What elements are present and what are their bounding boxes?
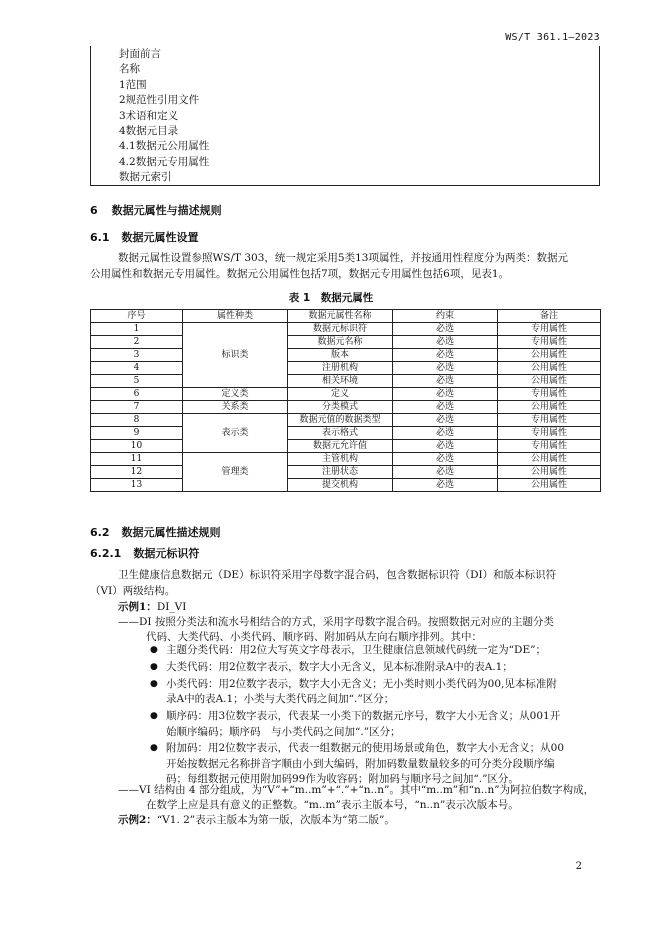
contents-item: 封面前言 xyxy=(119,48,161,60)
bullet-text-line: 小类代码：用2位数字表示，数字大小无含义；无小类时则小类代码为00,见本标准附 xyxy=(166,677,557,690)
contents-item: 4数据元目录 xyxy=(119,125,179,137)
contents-item: 3术语和定义 xyxy=(119,109,179,122)
table-row xyxy=(91,479,601,492)
table-row xyxy=(91,388,601,401)
table-row xyxy=(91,362,601,375)
bullet-icon: ● xyxy=(150,743,158,754)
bullet-text-line: 主题分类代码：用2位大写英文字母表示，卫生健康信息领域代码统一定为“DE”； xyxy=(166,644,546,656)
example-value: “V1. 2”表示主版本为第一版，次版本为“第二版”。 xyxy=(156,814,395,826)
section-title: 数据元属性描述规则 xyxy=(121,526,221,539)
document-code-header: WS/T 361.1—2023 xyxy=(505,32,600,43)
column-header: 序号 xyxy=(91,310,183,323)
remark-cell: 专用属性 xyxy=(498,336,601,349)
remark-cell: 专用属性 xyxy=(498,414,601,427)
constraint-cell: 必选 xyxy=(393,479,498,492)
constraint-cell: 必选 xyxy=(393,388,498,401)
vi-description-line: ——VI 结构由 4 部分组成，为“V”+“m..m”+“.”+“n..n”。其中“m..m”和“n..n”为阿拉伯数字构成， xyxy=(118,784,595,796)
row-number-cell: 6 xyxy=(91,388,183,401)
remark-cell: 公用属性 xyxy=(498,466,601,479)
column-header: 备注 xyxy=(498,310,601,323)
row-number-cell: 5 xyxy=(91,375,183,388)
row-number-cell: 7 xyxy=(91,401,183,414)
paragraph-line: 公用属性和数据元专用属性。数据元公用属性包括7项，数据元专用属性包括6项，见表1。 xyxy=(90,268,510,280)
bullet-icon: ● xyxy=(150,661,158,672)
constraint-cell: 必选 xyxy=(393,466,498,479)
table-row xyxy=(91,336,601,349)
remark-cell: 专用属性 xyxy=(498,440,601,453)
section-number: 6 xyxy=(90,204,98,217)
remark-cell: 公用属性 xyxy=(498,375,601,388)
constraint-cell: 必选 xyxy=(393,401,498,414)
bullet-text-line: 大类代码：用2位数字表示，数字大小无含义，见本标准附录A中的表A.1； xyxy=(166,660,513,673)
row-number-cell: 3 xyxy=(91,349,183,362)
bullet-icon: ● xyxy=(150,678,158,689)
example-2 xyxy=(118,812,395,829)
constraint-cell: 必选 xyxy=(393,375,498,388)
table-row xyxy=(91,323,601,336)
constraint-cell: 必选 xyxy=(393,453,498,466)
paragraph-line: 数据元属性设置参照WS/T 303，统一规定采用5类13项属性，并按通用性程度分为两类：数据元 xyxy=(118,252,568,264)
attribute-name-cell: 注册机构 xyxy=(288,362,393,375)
attribute-name-cell: 表示格式 xyxy=(288,427,393,440)
table-row xyxy=(91,440,601,453)
column-header: 约束 xyxy=(393,310,498,323)
bullet-text-line: 始顺序编码；顺序码 与小类代码之间加“.”区分； xyxy=(166,725,401,738)
row-number-cell: 12 xyxy=(91,466,183,479)
constraint-cell: 必选 xyxy=(393,440,498,453)
constraint-cell: 必选 xyxy=(393,323,498,336)
bullet-text-line: 开始按数据元名称拼音字顺由小到大编码，附加码数量数量较多的可分类分段顺序编 xyxy=(166,757,555,770)
attribute-name-cell: 数据元允许值 xyxy=(288,440,393,453)
contents-item: 4.2数据元专用属性 xyxy=(119,155,210,168)
bullet-text-line: 码；每组数据元使用附加码99作为收容码；附加码与顺序号之间加“.”区分。 xyxy=(166,773,519,786)
section-title: 数据元属性与描述规则 xyxy=(111,204,222,217)
row-number-cell: 1 xyxy=(91,323,183,336)
table-row xyxy=(91,453,601,466)
attribute-name-cell: 提交机构 xyxy=(288,479,393,492)
category-cell: 定义类 xyxy=(183,388,288,401)
section-title: 数据元标识符 xyxy=(133,547,200,560)
remark-cell: 专用属性 xyxy=(498,323,601,336)
section-6-2-1-heading xyxy=(90,545,199,561)
column-header: 属性种类 xyxy=(183,310,288,323)
row-number-cell: 9 xyxy=(91,427,183,440)
example-value: DI_VI xyxy=(156,601,187,613)
section-number: 6.2 xyxy=(90,526,110,539)
attribute-name-cell: 定义 xyxy=(288,388,393,401)
section-number: 6.1 xyxy=(90,231,110,244)
contents-item: 4.1数据元公用属性 xyxy=(119,140,210,153)
section-number: 6.2.1 xyxy=(90,547,122,560)
category-cell: 关系类 xyxy=(183,401,288,414)
attribute-name-cell: 数据元值的数据类型 xyxy=(288,414,393,427)
example-label: 示例2： xyxy=(118,814,157,826)
attribute-name-cell: 注册状态 xyxy=(288,466,393,479)
section-6-heading xyxy=(90,202,222,218)
section-6-1-heading xyxy=(90,229,199,245)
remark-cell: 专用属性 xyxy=(498,427,601,440)
row-number-cell: 2 xyxy=(91,336,183,349)
row-number-cell: 10 xyxy=(91,440,183,453)
attribute-name-cell: 版本 xyxy=(288,349,393,362)
di-description-line: ——DI 按照分类法和流水号相结合的方式，采用字母数字混合码。按照数据元对应的主题分类 xyxy=(118,616,554,628)
bullet-icon: ● xyxy=(150,645,158,655)
attribute-name-cell: 数据元标识符 xyxy=(288,323,393,336)
remark-cell: 专用属性 xyxy=(498,388,601,401)
table-row xyxy=(91,466,601,479)
category-cell: 管理类 xyxy=(183,453,288,492)
attribute-name-cell: 数据元名称 xyxy=(288,336,393,349)
bullet-text-line: 录A中的表A.1；小类与大类代码之间加“.”区分； xyxy=(166,693,395,706)
table-caption: 表 1 数据元属性 xyxy=(288,292,374,304)
remark-cell: 公用属性 xyxy=(498,362,601,375)
attribute-name-cell: 相关环境 xyxy=(288,375,393,388)
constraint-cell: 必选 xyxy=(393,349,498,362)
row-number-cell: 4 xyxy=(91,362,183,375)
contents-item: 名称 xyxy=(119,63,140,76)
page-number: 2 xyxy=(575,861,582,872)
attribute-name-cell: 分类模式 xyxy=(288,401,393,414)
section-title: 数据元属性设置 xyxy=(121,231,199,244)
remark-cell: 公用属性 xyxy=(498,453,601,466)
column-header: 数据元属性名称 xyxy=(288,310,393,323)
row-number-cell: 8 xyxy=(91,414,183,427)
constraint-cell: 必选 xyxy=(393,414,498,427)
attributes-table xyxy=(90,309,601,492)
row-number-cell: 11 xyxy=(91,453,183,466)
contents-item: 数据元索引 xyxy=(119,171,172,184)
table-row xyxy=(91,349,601,362)
bullet-text-line: 附加码：用2位数字表示，代表一组数据元的使用场景或角色，数字大小无含义；从00 xyxy=(166,742,565,755)
remark-cell: 公用属性 xyxy=(498,401,601,414)
example-label: 示例1： xyxy=(118,601,157,613)
constraint-cell: 必选 xyxy=(393,427,498,440)
table-row xyxy=(91,401,601,414)
vi-description-line: 在数学上应是具有意义的正整数。“m..m”表示主版本号，“n..n”表示次版本号。 xyxy=(146,799,519,811)
contents-box xyxy=(90,46,600,186)
constraint-cell: 必选 xyxy=(393,362,498,375)
table-row xyxy=(91,414,601,427)
category-cell: 表示类 xyxy=(183,414,288,453)
category-cell: 标识类 xyxy=(183,323,288,388)
attribute-name-cell: 主管机构 xyxy=(288,453,393,466)
contents-item: 2规范性引用文件 xyxy=(119,94,200,107)
paragraph-line: （VI）两级结构。 xyxy=(90,585,176,597)
table-header-row xyxy=(91,310,601,323)
bullet-icon: ● xyxy=(150,711,158,722)
remark-cell: 公用属性 xyxy=(498,349,601,362)
contents-item: 1范围 xyxy=(119,78,147,91)
paragraph-line: 卫生健康信息数据元（DE）标识符采用字母数字混合码，包含数据标识符（DI）和版本标识符 xyxy=(118,569,557,581)
table-row xyxy=(91,427,601,440)
section-6-2-heading xyxy=(90,524,221,540)
row-number-cell: 13 xyxy=(91,479,183,492)
bullet-text-line: 顺序码：用3位数字表示，代表某一小类下的数据元序号，数字大小无含义；从001开 xyxy=(166,710,561,723)
remark-cell: 公用属性 xyxy=(498,479,601,492)
constraint-cell: 必选 xyxy=(393,336,498,349)
table-row xyxy=(91,375,601,388)
di-description-line: 代码、大类代码、小类代码、顺序码、附加码从左向右顺序排列。其中： xyxy=(146,631,482,643)
